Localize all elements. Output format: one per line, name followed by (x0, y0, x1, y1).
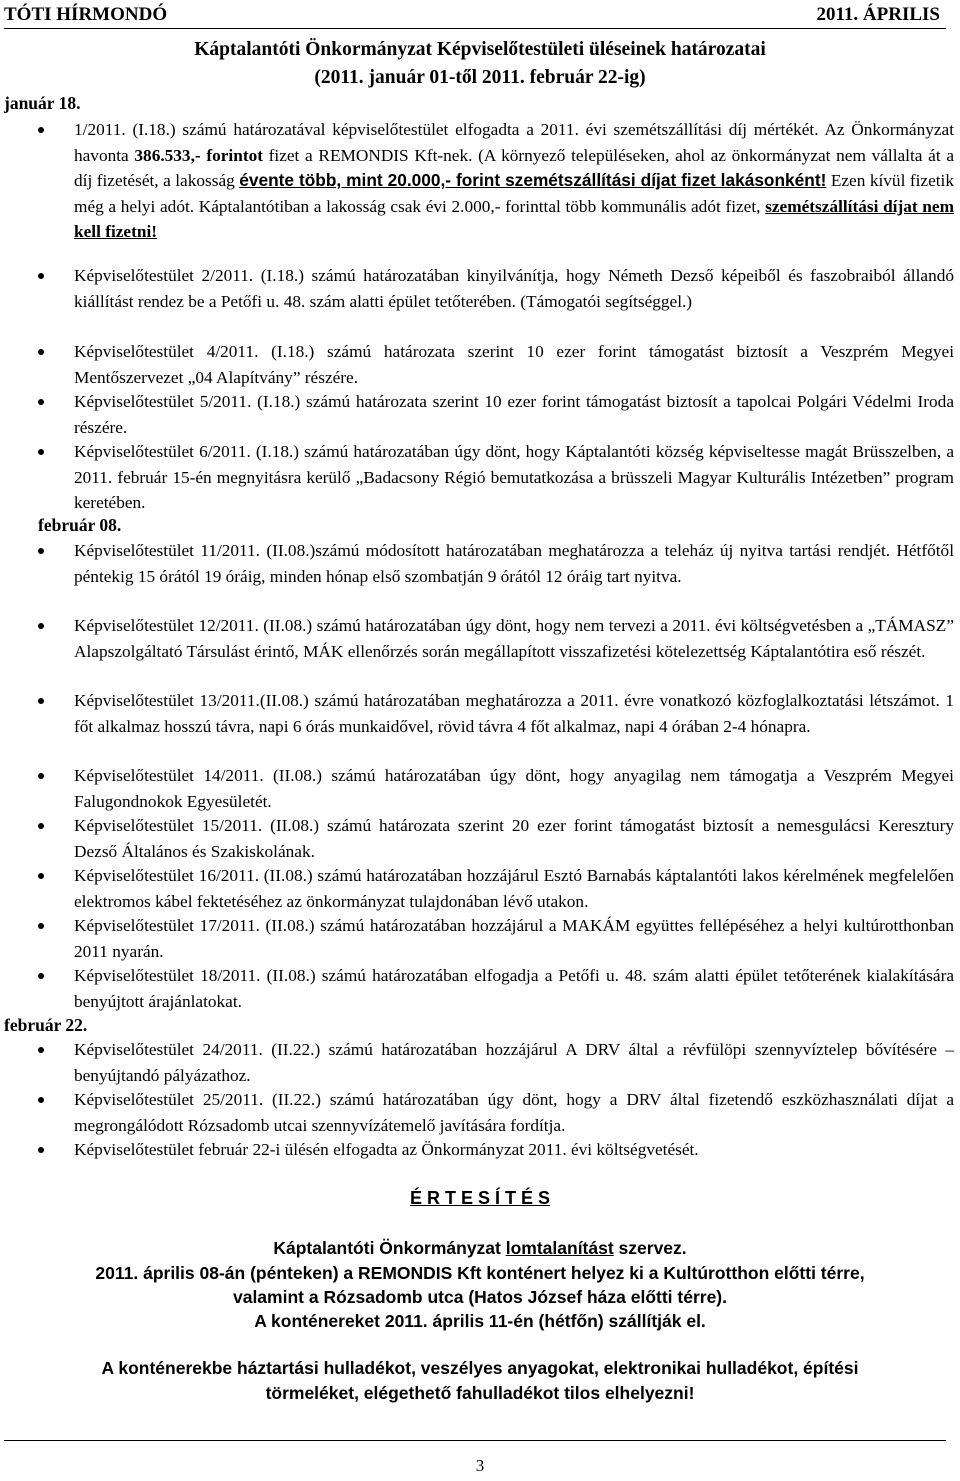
page-number: 3 (475, 1456, 485, 1475)
list-item: Képviselőtestület 2/2011. (I.18.) számú határozatában kinyilvánítja, hogy Németh Dezső képeiből és faszobraiból állandó kiállítást rendez be a Petőfi u. 48. szám alatti épület tetőterében. (Támogatói segítséggel.) (74, 263, 954, 314)
document-subtitle: (2011. január 01-től 2011. február 22-ig) (314, 67, 646, 88)
bullet-icon (38, 698, 44, 704)
list-item: Képviselőtestület 15/2011. (II.08.) számú határozata szerint 20 ezer forint támogatást biztosít a nemesgulácsi Keresztury Dezső Általános és Szakiskolának. (74, 813, 954, 864)
publication-name: TÓTI HÍRMONDÓ (4, 4, 168, 25)
section-february-22: február 22. (4, 1015, 88, 1035)
bullet-icon (38, 399, 44, 405)
bullet-icon (38, 449, 44, 455)
notice-heading: É R T E S Í T É S (409, 1188, 551, 1208)
bullet-icon (38, 273, 44, 279)
bullet-icon (38, 773, 44, 779)
bullet-icon (38, 923, 44, 929)
notice-warning: törmeléket, elégethető fahulladékot tilos elhelyezni! (265, 1383, 695, 1403)
list-item: Képviselőtestület 11/2011. (II.08.)számú módosított határozatában meghatározza a teleház új nyitva tartási rendjét. Hétfőtől péntekig 15 órától 19 óráig, minden hónap első szombatján 9 órától 12 óráig tart nyitva. (74, 538, 954, 589)
bullet-icon (38, 127, 44, 133)
bullet-icon (38, 623, 44, 629)
bullet-icon (38, 1047, 44, 1053)
list-item: 1/2011. (I.18.) számú határozatával képviselőtestület elfogadta a 2011. évi szemétszállítási díj mértékét. Az Önkormányzat havonta 386.533,- forintot fizet a REMONDIS Kft-nek. (A környező településeken, ahol az önkormányzat nem vállalta át a díj fizetését, a lakosság évente több, mint 20.000,- forint szemétszállítási díjat fizet lakásonként! Ezen kívül fizetik még a helyi adót. Káptalantótiban a lakosság csak évi 2.000,- forinttal több kommunális adót fizet, szemétszállítási díjat nem kell fizetni! (74, 117, 954, 245)
bullet-icon (38, 823, 44, 829)
notice-line: valamint a Rózsadomb utca (Hatos József háza előtti térre). (232, 1287, 727, 1307)
notice-line: A konténereket 2011. április 11-én (hétfőn) szállítják el. (254, 1311, 706, 1331)
section-february-08: február 08. (38, 515, 122, 535)
list-item: Képviselőtestület 18/2011. (II.08.) számú határozatában elfogadja a Petőfi u. 48. szám alatti épület tetőterének kialakítására benyújtott árajánlatokat. (74, 963, 954, 1014)
bullet-icon (38, 1097, 44, 1103)
bullet-icon (38, 973, 44, 979)
bullet-icon (38, 548, 44, 554)
notice-warning: A konténerekbe háztartási hulladékot, veszélyes anyagokat, elektronikai hulladékot, építési (101, 1358, 859, 1378)
list-item: Képviselőtestület 12/2011. (II.08.) számú határozatában úgy dönt, hogy nem tervezi a 2011. évi költségvetésben a „TÁMASZ” Alapszolgáltató Társulást érintő, MÁK ellenőrzés során megállapított visszafizetési kötelezettség Káptalantótira eső részét. (74, 613, 954, 664)
list-item: Képviselőtestület 24/2011. (II.22.) számú határozatában hozzájárul A DRV által a révfülöpi szennyvíztelep bővítésére – benyújtandó pályázathoz. (74, 1037, 954, 1088)
bullet-icon (38, 1147, 44, 1153)
issue-date: 2011. ÁPRILIS (816, 4, 940, 25)
list-item: Képviselőtestület 14/2011. (II.08.) számú határozatában úgy dönt, hogy anyagilag nem támogatja a Veszprém Megyei Falugondnokok Egyesületét. (74, 763, 954, 814)
list-item: Képviselőtestület 17/2011. (II.08.) számú határozatában hozzájárul a MAKÁM együttes fellépéséhez a helyi kultúrotthonban 2011 nyarán. (74, 913, 954, 964)
notice-line: Káptalantóti Önkormányzat lomtalanítást szervez. (273, 1238, 687, 1258)
list-item: Képviselőtestület 6/2011. (I.18.) számú határozatában úgy dönt, hogy Káptalantóti község képviseltesse magát Brüsszelben, a 2011. február 15-én megnyitásra kerülő „Badacsony Régió bemutatkozása a brüsszeli Magyar Kulturális Intézetben” program keretében. (74, 439, 954, 516)
section-january-18: január 18. (4, 93, 81, 113)
list-item: Képviselőtestület 5/2011. (I.18.) számú határozata szerint 10 ezer forint támogatást biztosít a tapolcai Polgári Védelmi Iroda részére. (74, 389, 954, 440)
document-title: Káptalantóti Önkormányzat Képviselőtestületi üléseinek határozatai (194, 39, 766, 60)
bullet-icon (38, 349, 44, 355)
list-item: Képviselőtestület 16/2011. (II.08.) számú határozatában hozzájárul Esztó Barnabás káptalantóti lakos kérelmének megfelelően elektromos kábel fektetéséhez az önkormányzat tulajdonában lévő utakon. (74, 863, 954, 914)
notice-line: 2011. április 08-án (pénteken) a REMONDIS Kft konténert helyez ki a Kultúrotthon előtti térre, (95, 1263, 865, 1283)
list-item: Képviselőtestület február 22-i ülésén elfogadta az Önkormányzat 2011. évi költségvetését. (74, 1137, 954, 1163)
footer-rule (4, 1440, 946, 1441)
bullet-icon (38, 873, 44, 879)
list-item: Képviselőtestület 13/2011.(II.08.) számú határozatában meghatározza a 2011. évre vonatkozó közfoglalkoztatási létszámot. 1 főt alkalmaz hosszú távra, napi 6 órás munkaidővel, rövid távra 4 főt alkalmaz, napi 4 órában 2-4 hónapra. (74, 688, 954, 739)
list-item: Képviselőtestület 25/2011. (II.22.) számú határozatában úgy dönt, hogy a DRV által fizetendő eszközhasználati díjat a megrongálódott Rózsadomb utcai szennyvízátemelő javítására fordítja. (74, 1087, 954, 1138)
list-item: Képviselőtestület 4/2011. (I.18.) számú határozata szerint 10 ezer forint támogatást biztosít a Veszprém Megyei Mentőszervezet „04 Alapítvány” részére. (74, 339, 954, 390)
header-rule (4, 28, 946, 29)
